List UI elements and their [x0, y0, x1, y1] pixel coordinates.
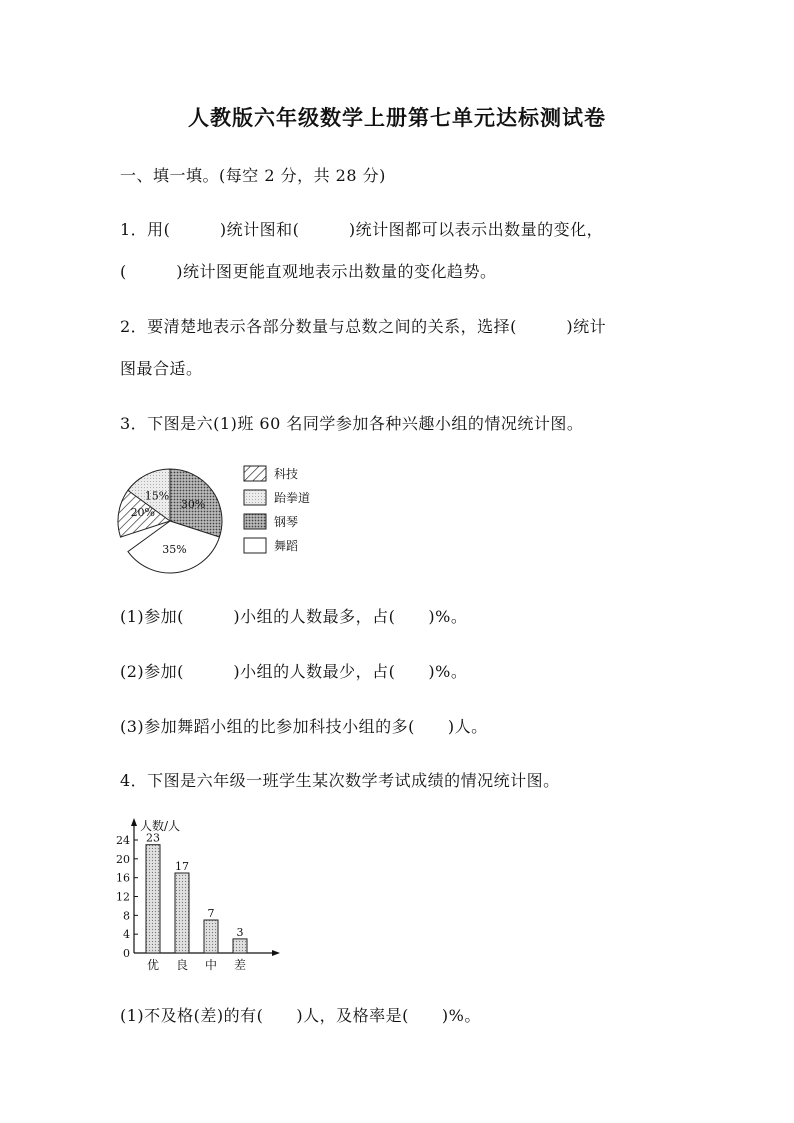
x-category-label-2: 中 [204, 958, 218, 972]
bar-value-label-3: 3 [236, 925, 244, 939]
y-axis-label: 人数/人 [140, 819, 181, 833]
y-tick-label-6: 24 [116, 834, 130, 847]
legend-label-2: 钢琴 [274, 515, 299, 529]
question-3-sub-2: (2)参加( )小组的人数最少，占( )%。 [120, 662, 468, 681]
section-heading: 一、填一填。(每空 2 分，共 28 分) [120, 166, 386, 185]
pie-label-1: 15% [144, 489, 170, 503]
question-4-intro: 4．下图是六年级一班学生某次数学考试成绩的情况统计图。 [120, 771, 560, 790]
bar-value-label-1: 17 [175, 860, 189, 873]
x-category-label-1: 良 [175, 958, 189, 972]
pie-chart [116, 456, 346, 578]
question-1-line-2: ( )统计图更能直观地表示出数量的变化趋势。 [120, 262, 497, 281]
question-3-sub-3: (3)参加舞蹈小组的比参加科技小组的多( )人。 [120, 717, 488, 736]
x-axis-arrow [272, 950, 280, 956]
y-tick-label-2: 8 [123, 909, 130, 923]
question-3-intro: 3．下图是六(1)班 60 名同学参加各种兴趣小组的情况统计图。 [120, 414, 584, 433]
y-tick-label-1: 4 [123, 928, 130, 942]
legend-swatch-1 [244, 490, 266, 505]
pie-label-3: 35% [162, 543, 187, 557]
question-3-sub-1: (1)参加( )小组的人数最多，占( )%。 [120, 607, 468, 626]
legend-label-1: 跆拳道 [274, 491, 311, 505]
y-tick-label-3: 12 [116, 890, 130, 904]
legend-swatch-3 [244, 538, 266, 553]
bar-3 [233, 939, 247, 953]
bar-2 [204, 920, 218, 953]
y-tick-label-0: 0 [123, 947, 130, 960]
y-axis-arrow [131, 818, 137, 826]
legend-label-0: 科技 [274, 467, 299, 481]
x-category-label-0: 优 [146, 958, 160, 972]
pie-label-2: 30% [180, 498, 206, 512]
page-title: 人教版六年级数学上册第七单元达标测试卷 [188, 105, 606, 130]
bar-value-label-2: 7 [207, 907, 215, 920]
y-tick-label-4: 16 [116, 871, 130, 885]
bar-1 [175, 873, 189, 953]
question-4-sub-1: (1)不及格(差)的有( )人，及格率是( )%。 [120, 1006, 481, 1025]
bar-0 [146, 845, 160, 953]
question-2-line-2: 图最合适。 [120, 359, 203, 378]
bar-value-label-0: 23 [146, 831, 160, 845]
y-tick-label-5: 20 [116, 852, 130, 866]
question-1-line-1: 1．用( )统计图和( )统计图都可以表示出数量的变化， [120, 220, 604, 239]
pie-label-0: 20% [130, 506, 156, 520]
question-2-line-1: 2．要清楚地表示各部分数量与总数之间的关系，选择( )统计 [120, 317, 607, 336]
bar-chart [112, 814, 287, 976]
x-category-label-3: 差 [233, 958, 247, 972]
legend-swatch-0 [244, 466, 266, 481]
legend-swatch-2 [244, 514, 266, 529]
legend-label-3: 舞蹈 [274, 539, 299, 553]
